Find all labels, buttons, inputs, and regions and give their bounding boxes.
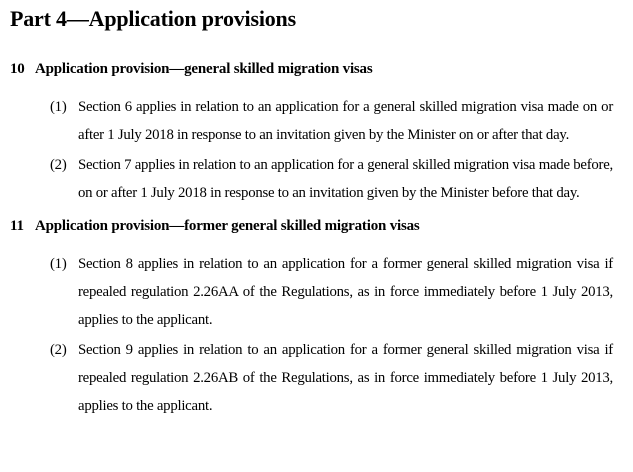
subsection-number: (2)	[50, 157, 67, 173]
subsection-text: Section 7 applies in relation to an application for a general skilled migration visa made before, on or after 1 July 2018 in response to an invitation given by the Minister before that day.	[78, 157, 613, 201]
subsection-11-2	[10, 336, 613, 420]
section-number: 11	[10, 218, 24, 234]
subsection-text: Section 8 applies in relation to an application for a former general skilled migration visa if repealed regulation 2.26AA of the Regulations, as in force immediately before 1 July 2013, applies to the applicant.	[78, 256, 613, 328]
section-11-heading	[10, 215, 613, 237]
subsection-10-2	[10, 151, 613, 207]
section-number: 10	[10, 61, 25, 77]
subsection-number: (2)	[50, 342, 67, 358]
section-11	[10, 215, 613, 420]
subsection-text: Section 6 applies in relation to an application for a general skilled migration visa made on or after 1 July 2018 in response to an invitation given by the Minister on or after that day.	[78, 99, 613, 143]
subsection-number: (1)	[50, 99, 67, 115]
subsection-11-1	[10, 250, 613, 334]
subsection-number: (1)	[50, 256, 67, 272]
subsection-10-1	[10, 93, 613, 149]
part-heading: Part 4—Application provisions	[10, 6, 296, 31]
section-title: Application provision—general skilled migration visas	[35, 61, 373, 77]
subsection-text: Section 9 applies in relation to an application for a former general skilled migration visa if repealed regulation 2.26AB of the Regulations, as in force immediately before 1 July 2013, applies to the applicant.	[78, 342, 613, 414]
section-title: Application provision—former general skilled migration visas	[35, 218, 420, 234]
section-10-heading	[10, 58, 613, 80]
section-10	[10, 58, 613, 207]
